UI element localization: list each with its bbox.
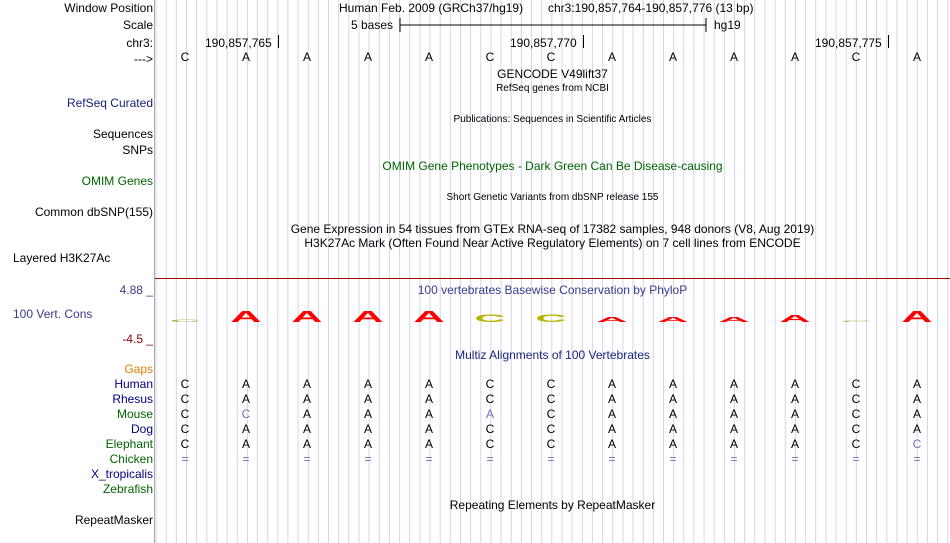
aligned-base: C: [485, 422, 495, 436]
aligned-base: =: [425, 452, 433, 466]
omim-genes-label[interactable]: OMIM Genes: [81, 174, 153, 188]
species-label[interactable]: Rhesus: [112, 392, 153, 406]
tick-mark-3: [888, 35, 889, 48]
aligned-base: A: [302, 392, 311, 406]
reference-sequence-row: [0, 50, 950, 64]
multiz-track-title[interactable]: Multiz Alignments of 100 Vertebrates: [455, 348, 650, 362]
scale-db: hg19: [714, 18, 741, 32]
phylop-min-label: -4.5 _: [122, 332, 153, 346]
aligned-base: A: [607, 377, 616, 391]
aligned-base: A: [729, 422, 738, 436]
aligned-base: =: [364, 452, 372, 466]
conservation-base-glyph: C: [840, 320, 872, 323]
aligned-base: C: [546, 407, 556, 421]
aligned-base: C: [180, 407, 190, 421]
window-position-label: Window Position: [64, 1, 153, 15]
aligned-base: C: [485, 392, 495, 406]
aligned-base: C: [851, 377, 861, 391]
h3k27ac-track-title[interactable]: H3K27Ac Mark (Often Found Near Active Regulatory Elements) on 7 cell lines from ENCODE: [304, 236, 801, 250]
aligned-base: A: [241, 437, 250, 451]
reference-base: A: [302, 50, 311, 64]
aligned-base: C: [180, 392, 190, 406]
snps-label[interactable]: SNPs: [122, 143, 153, 157]
phylop-track-title[interactable]: 100 vertebrates Basewise Conservation by PhyloP: [417, 283, 688, 297]
reference-base: C: [180, 50, 190, 64]
species-label[interactable]: Chicken: [109, 452, 153, 466]
aligned-base: A: [302, 437, 311, 451]
aligned-base: A: [363, 437, 372, 451]
aligned-base: =: [486, 452, 494, 466]
aligned-base: A: [790, 407, 799, 421]
aligned-base: =: [791, 452, 799, 466]
scale-label: Scale: [122, 18, 153, 32]
aligned-base: C: [241, 407, 251, 421]
reference-base: A: [912, 50, 921, 64]
conservation-base-glyph: A: [230, 308, 262, 324]
aligned-base: A: [607, 407, 616, 421]
aligned-base: =: [547, 452, 555, 466]
aligned-base: =: [669, 452, 677, 466]
gaps-label[interactable]: Gaps: [124, 362, 153, 376]
aligned-base: A: [668, 437, 677, 451]
aligned-base: =: [181, 452, 189, 466]
conservation-base-glyph: A: [352, 308, 384, 324]
aligned-base: C: [180, 377, 190, 391]
scale-text: 5 bases: [351, 18, 394, 32]
phylop-max-label: 4.88 _: [119, 283, 153, 297]
aligned-base: C: [485, 437, 495, 451]
species-label[interactable]: Human: [114, 377, 153, 391]
aligned-base: C: [851, 407, 861, 421]
species-label[interactable]: X_tropicalis: [90, 467, 153, 481]
aligned-base: A: [668, 392, 677, 406]
aligned-base: A: [302, 422, 311, 436]
layered-h3k27ac-label[interactable]: Layered H3K27Ac: [13, 251, 111, 265]
aligned-base: C: [546, 392, 556, 406]
aligned-base: A: [424, 422, 433, 436]
conservation-base-glyph: A: [901, 308, 933, 324]
reference-base: A: [729, 50, 738, 64]
aligned-base: A: [424, 407, 433, 421]
reference-base: C: [485, 50, 495, 64]
aligned-base: A: [607, 422, 616, 436]
aligned-base: C: [851, 422, 861, 436]
aligned-base: =: [913, 452, 921, 466]
species-label[interactable]: Mouse: [116, 407, 153, 421]
aligned-base: A: [790, 392, 799, 406]
aligned-base: C: [546, 422, 556, 436]
conservation-base-glyph: C: [535, 312, 567, 324]
aligned-base: C: [180, 437, 190, 451]
conservation-base-glyph: A: [413, 308, 445, 324]
aligned-base: C: [546, 437, 556, 451]
aligned-base: A: [241, 392, 250, 406]
aligned-base: A: [485, 407, 494, 421]
refseq-track-subtitle[interactable]: RefSeq genes from NCBI: [496, 83, 609, 94]
conservation-base-glyph: A: [596, 315, 628, 324]
aligned-base: A: [424, 377, 433, 391]
chrom-label: chr3:: [126, 36, 153, 50]
aligned-base: A: [912, 392, 921, 406]
dbsnp-track-title[interactable]: Short Genetic Variants from dbSNP release 155: [446, 192, 659, 203]
common-dbsnp-label[interactable]: Common dbSNP(155): [34, 205, 153, 219]
conservation-base-glyph: A: [779, 313, 811, 324]
aligned-base: A: [302, 377, 311, 391]
aligned-base: =: [852, 452, 860, 466]
reference-base: C: [851, 50, 861, 64]
aligned-base: A: [729, 407, 738, 421]
aligned-base: A: [790, 377, 799, 391]
aligned-base: A: [363, 422, 372, 436]
reference-base: A: [363, 50, 372, 64]
aligned-base: A: [790, 437, 799, 451]
aligned-base: A: [607, 437, 616, 451]
repeatmasker-label[interactable]: RepeatMasker: [74, 513, 153, 527]
strand-label[interactable]: --->: [134, 52, 153, 66]
h3k27ac-baseline: [155, 278, 950, 279]
aligned-base: A: [241, 377, 250, 391]
refseq-curated-label[interactable]: RefSeq Curated: [66, 96, 153, 110]
conservation-base-glyph: A: [657, 315, 689, 324]
aligned-base: A: [729, 377, 738, 391]
publications-track-title[interactable]: Publications: Sequences in Scientific Articles: [453, 114, 652, 125]
aligned-base: A: [790, 422, 799, 436]
species-label[interactable]: Zebrafish: [102, 482, 153, 496]
reference-base: A: [668, 50, 677, 64]
species-label[interactable]: Dog: [130, 422, 153, 436]
aligned-base: A: [668, 422, 677, 436]
repeatmasker-track-title[interactable]: Repeating Elements by RepeatMasker: [449, 498, 656, 512]
conservation-logo: [0, 298, 950, 324]
aligned-base: A: [363, 392, 372, 406]
aligned-base: =: [303, 452, 311, 466]
conservation-base-glyph: C: [169, 318, 201, 323]
tick-label-2: 190,857,770: [510, 36, 577, 50]
reference-base: A: [790, 50, 799, 64]
aligned-base: A: [729, 437, 738, 451]
conservation-base-glyph: A: [291, 308, 323, 324]
aligned-base: A: [424, 392, 433, 406]
aligned-base: A: [424, 437, 433, 451]
position-text: chr3:190,857,764-190,857,776 (13 bp): [548, 1, 754, 15]
species-label[interactable]: Elephant: [105, 437, 153, 451]
omim-phenotypes-track-title[interactable]: OMIM Gene Phenotypes - Dark Green Can Be Disease-causing: [382, 159, 723, 173]
aligned-base: A: [729, 392, 738, 406]
tick-label-1: 190,857,765: [205, 36, 272, 50]
aligned-base: A: [363, 407, 372, 421]
aligned-base: A: [363, 377, 372, 391]
conservation-base-glyph: A: [718, 315, 750, 324]
aligned-base: A: [302, 407, 311, 421]
assembly-text: Human Feb. 2009 (GRCh37/hg19): [339, 1, 524, 15]
reference-base: A: [607, 50, 616, 64]
aligned-base: C: [546, 377, 556, 391]
aligned-base: A: [668, 407, 677, 421]
aligned-base: A: [912, 422, 921, 436]
aligned-base: A: [607, 392, 616, 406]
sequences-label[interactable]: Sequences: [92, 127, 153, 141]
tick-mark-1: [278, 35, 279, 48]
aligned-base: C: [485, 377, 495, 391]
gtex-track-title[interactable]: Gene Expression in 54 tissues from GTEx RNA-seq of 17382 samples, 948 donors (V8, Aug 2019): [290, 222, 815, 236]
aligned-base: =: [730, 452, 738, 466]
aligned-base: C: [851, 437, 861, 451]
reference-base: A: [424, 50, 433, 64]
tick-label-3: 190,857,775: [815, 36, 882, 50]
aligned-base: A: [668, 377, 677, 391]
aligned-base: C: [180, 422, 190, 436]
reference-base: C: [546, 50, 556, 64]
aligned-base: C: [912, 437, 922, 451]
tick-mark-2: [583, 35, 584, 48]
reference-base: A: [241, 50, 250, 64]
aligned-base: A: [912, 377, 921, 391]
aligned-base: =: [242, 452, 250, 466]
aligned-base: A: [912, 407, 921, 421]
aligned-base: C: [851, 392, 861, 406]
conservation-base-glyph: C: [474, 312, 506, 324]
scale-bar: [399, 17, 707, 33]
phylop-track-label[interactable]: 100 Vert. Cons: [13, 307, 93, 321]
aligned-base: =: [608, 452, 616, 466]
aligned-base: A: [241, 422, 250, 436]
gencode-track-title[interactable]: GENCODE V49lift37: [497, 67, 608, 81]
